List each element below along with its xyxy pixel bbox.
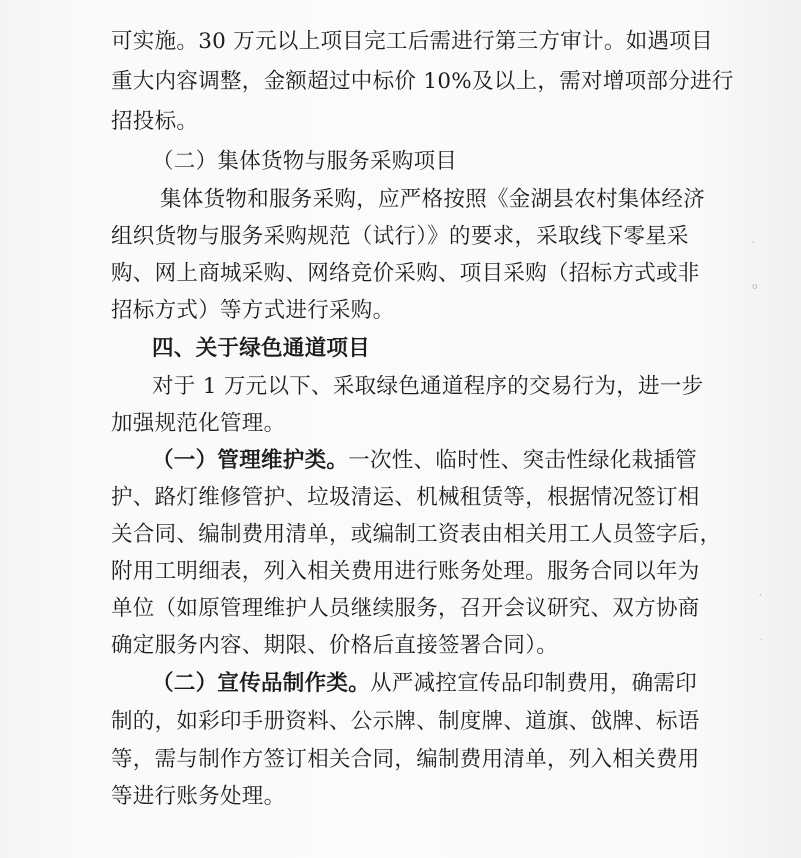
paragraph-line bbox=[152, 669, 697, 699]
text-line: 护、路灯维修管护、垃圾清运、机械租赁等，根据情况签订相 bbox=[111, 485, 700, 510]
text-line: 等进行账务处理。 bbox=[111, 784, 286, 809]
paragraph-text: 一次性、临时性、突击性绿化栽插管 bbox=[348, 448, 698, 473]
section-heading: （二）集体货物与服务采购项目 bbox=[152, 149, 458, 174]
text-line: 重大内容调整，金额超过中标价 10%及以上，需对增项部分进行 bbox=[111, 69, 734, 94]
text-line: 对于 1 万元以下、采取绿色通道程序的交易行为，进一步 bbox=[152, 374, 704, 399]
text-line: 加强规范化管理。 bbox=[111, 411, 286, 436]
scan-mark: o bbox=[752, 282, 758, 292]
paragraph-label: （二）宣传品制作类。 bbox=[152, 671, 371, 696]
paragraph-label: （一）管理维护类。 bbox=[152, 448, 349, 473]
text-line: 单位（如原管理维护人员继续服务，召开会议研究、双方协商 bbox=[111, 596, 700, 621]
text-line: 附用工明细表，列入相关费用进行账务处理。服务合同以年为 bbox=[111, 559, 700, 584]
paragraph-line bbox=[152, 446, 697, 476]
scan-mark: , bbox=[759, 588, 762, 598]
text-line: 购、网上商城采购、网络竞价采购、项目采购（招标方式或非 bbox=[111, 261, 700, 286]
text-line: 集体货物和服务采购，应严格按照《金湖县农村集体经济 bbox=[160, 187, 706, 212]
text-line: 制的，如彩印手册资料、公示牌、制度牌、道旗、戗牌、标语 bbox=[111, 709, 700, 734]
scan-mark: , bbox=[752, 235, 755, 245]
paragraph-text: 从严减控宣传品印制费用，确需印 bbox=[370, 671, 698, 696]
text-line: 确定服务内容、期限、价格后直接签署合同）。 bbox=[111, 633, 559, 658]
text-line: 等，需与制作方签订相关合同，编制费用清单，列入相关费用 bbox=[111, 747, 700, 772]
chapter-heading: 四、关于绿色通道项目 bbox=[152, 336, 371, 361]
text-line: 组织货物与服务采购规范（试行）》的要求，采取线下零星采 bbox=[111, 224, 689, 249]
scan-mark: . bbox=[760, 633, 763, 643]
text-line: 关合同、编制费用清单，或编制工资表由相关用工人员签字后， bbox=[111, 522, 722, 547]
text-line: 可实施。30 万元以上项目完工后需进行第三方审计。如遇项目 bbox=[111, 29, 713, 54]
text-line: 招标方式）等方式进行采购。 bbox=[111, 298, 395, 323]
text-line: 招投标。 bbox=[111, 109, 199, 134]
